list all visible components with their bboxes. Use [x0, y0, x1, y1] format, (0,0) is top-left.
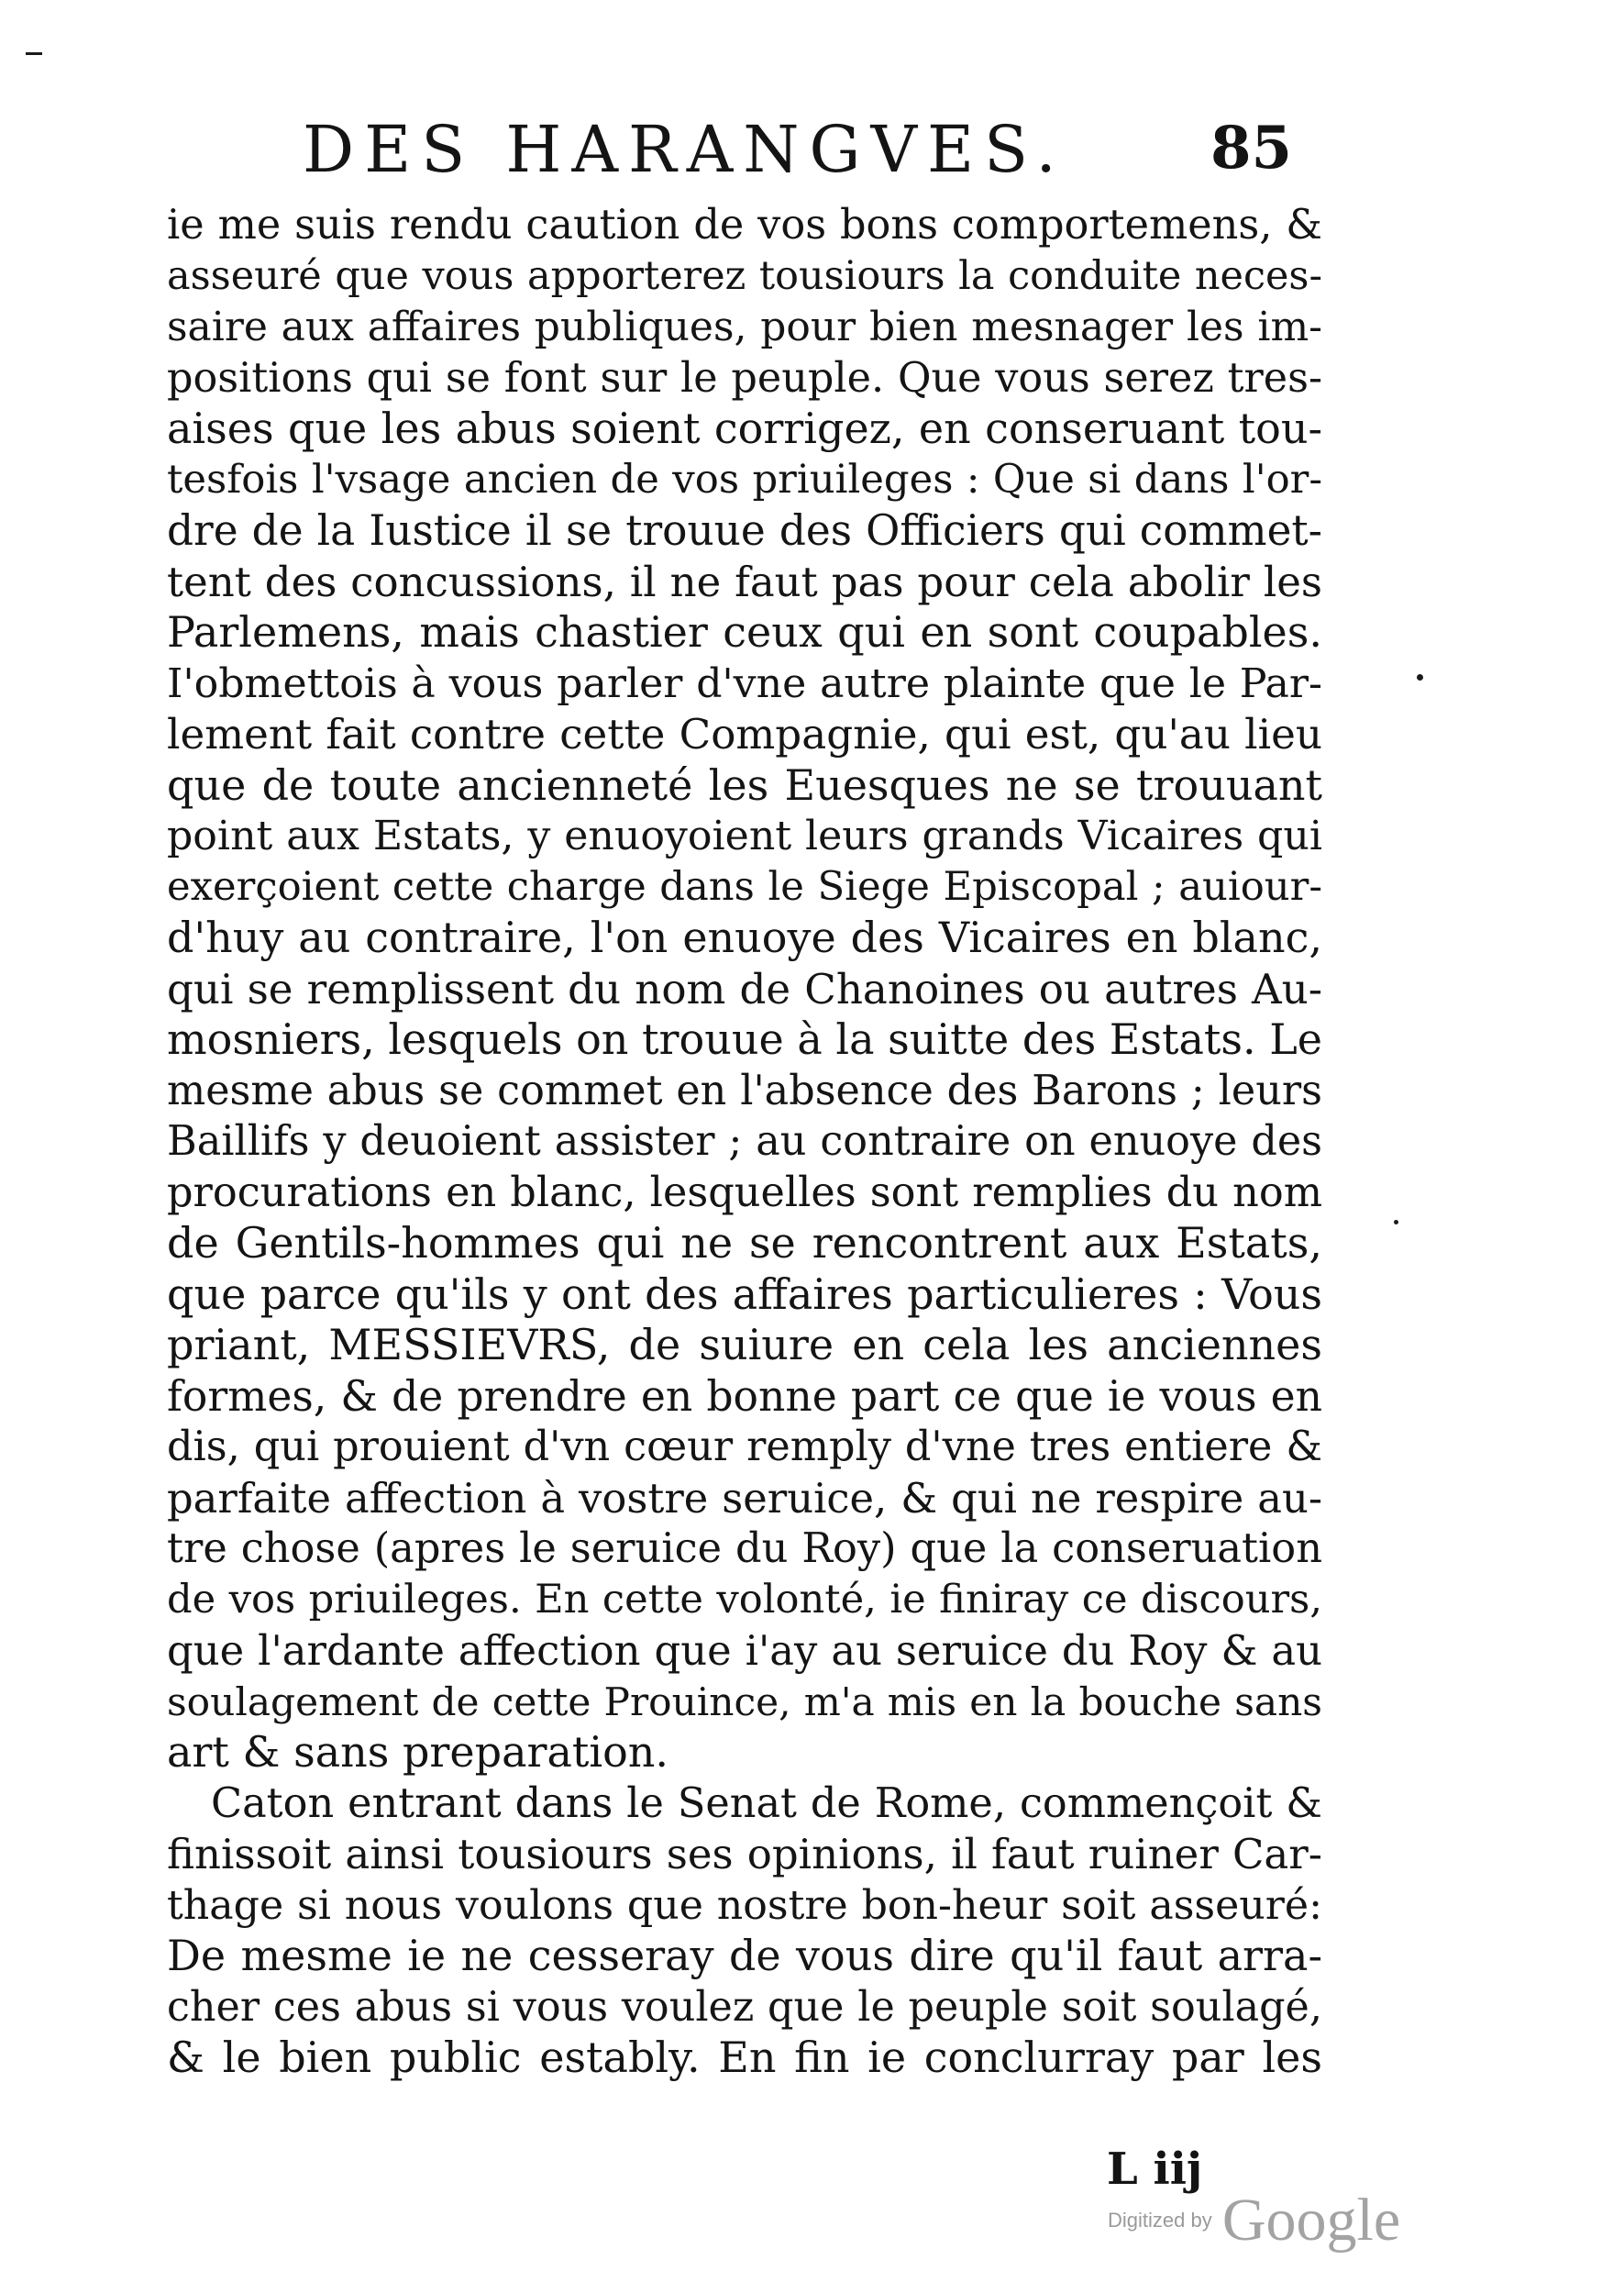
text-line: tesfois l'vsage ancien de vos priuileges : Que si dans l'or-: [167, 456, 1322, 503]
running-title: DES HARANGVES.: [303, 112, 1066, 187]
text-line: Baillifs y deuoient assister ; au contraire on enuoye des: [167, 1118, 1322, 1165]
text-line: Parlemens, mais chastier ceux qui en sont coupables.: [167, 607, 1322, 657]
text-line: cher ces abus si vous voulez que le peuple soit soulagé,: [167, 1983, 1322, 2031]
text-line: finissoit ainsi tousiours ses opinions, il faut ruiner Car-: [167, 1830, 1322, 1878]
text-line: que parce qu'ils y ont des affaires particulieres : Vous: [167, 1268, 1322, 1319]
text-line: tent des concussions, il ne faut pas pour cela abolir les: [167, 557, 1322, 606]
paragraph: [167, 1778, 1322, 2084]
text-line: lement fait contre cette Compagnie, qui est, qu'au lieu: [167, 710, 1322, 759]
text-line: dre de la Iustice il se trouue des Officiers qui commet-: [167, 506, 1322, 555]
text-line: & le bien public estably. En fin ie conclurray par les: [167, 2033, 1322, 2082]
text-line: parfaite affection à vostre seruice, & qui ne respire au-: [167, 1473, 1322, 1523]
text-line: formes, & de prendre en bonne part ce que ie vous en: [167, 1371, 1322, 1421]
text-line: Caton entrant dans le Senat de Rome, commençoit &: [211, 1778, 1322, 1827]
text-line: mosniers, lesquels on trouue à la suitte des Estats. Le: [167, 1014, 1322, 1064]
text-line: d'huy au contraire, l'on enuoye des Vicaires en blanc,: [167, 913, 1322, 962]
text-line: point aux Estats, y enuoyoient leurs grands Vicaires qui: [167, 813, 1322, 859]
text-line: dis, qui prouient d'vn cœur remply d'vne tres entiere &: [167, 1423, 1322, 1470]
text-line: I'obmettois à vous parler d'vne autre plainte que le Par-: [167, 659, 1322, 707]
text-line: soulagement de cette Prouince, m'a mis en la bouche sans: [167, 1678, 1322, 1724]
paragraph: [167, 200, 1322, 1778]
margin-mark: [1417, 674, 1423, 681]
body-text: [167, 200, 1322, 2084]
text-line: asseuré que vous apporterez tousiours la conduite neces-: [167, 252, 1322, 299]
text-line: de vos priuileges. En cette volonté, ie finiray ce discours,: [167, 1576, 1322, 1623]
digitized-prefix: Digitized by: [1108, 2209, 1212, 2232]
text-line: saire aux affaires publiques, pour bien mesnager les im-: [167, 304, 1322, 350]
text-line: de Gentils-hommes qui ne se rencontrent aux Estats,: [167, 1218, 1322, 1268]
text-line: tre chose (apres le seruice du Roy) que la conseruation: [167, 1524, 1322, 1572]
text-line: aises que les abus soient corrigez, en conseruant tou-: [167, 404, 1322, 453]
page-number: 85: [1210, 114, 1293, 183]
text-line: exerçoient cette charge dans le Siege Episcopal ; auiour-: [167, 863, 1322, 910]
text-line: qui se remplissent du nom de Chanoines ou autres Au-: [167, 964, 1322, 1014]
text-line: De mesme ie ne cesseray de vous dire qu'il faut arra-: [167, 1931, 1322, 1980]
text-line: priant, MESSIEVRS, de suiure en cela les anciennes: [167, 1320, 1322, 1369]
text-line: procurations en blanc, lesquelles sont remplies du nom: [167, 1168, 1322, 1216]
text-line: thage si nous voulons que nostre bon-heur soit asseuré:: [167, 1881, 1322, 1929]
text-line: que de toute ancienneté les Euesques ne se trouuant: [167, 759, 1322, 810]
google-logo: Google: [1221, 2187, 1401, 2254]
margin-mark: [26, 52, 42, 55]
text-line: positions qui se font sur le peuple. Que vous serez tres-: [167, 354, 1322, 402]
signature-mark: L iij: [1107, 2143, 1203, 2195]
text-line: ie me suis rendu caution de vos bons comportemens, &: [167, 201, 1322, 249]
digitized-watermark: [1108, 2187, 1401, 2254]
text-line: mesme abus se commet en l'absence des Barons ; leurs: [167, 1067, 1322, 1114]
text-line: art & sans preparation.: [167, 1727, 669, 1777]
text-line: que l'ardante affection que i'ay au seruice du Roy & au: [167, 1626, 1322, 1675]
margin-mark: [1394, 1220, 1398, 1224]
